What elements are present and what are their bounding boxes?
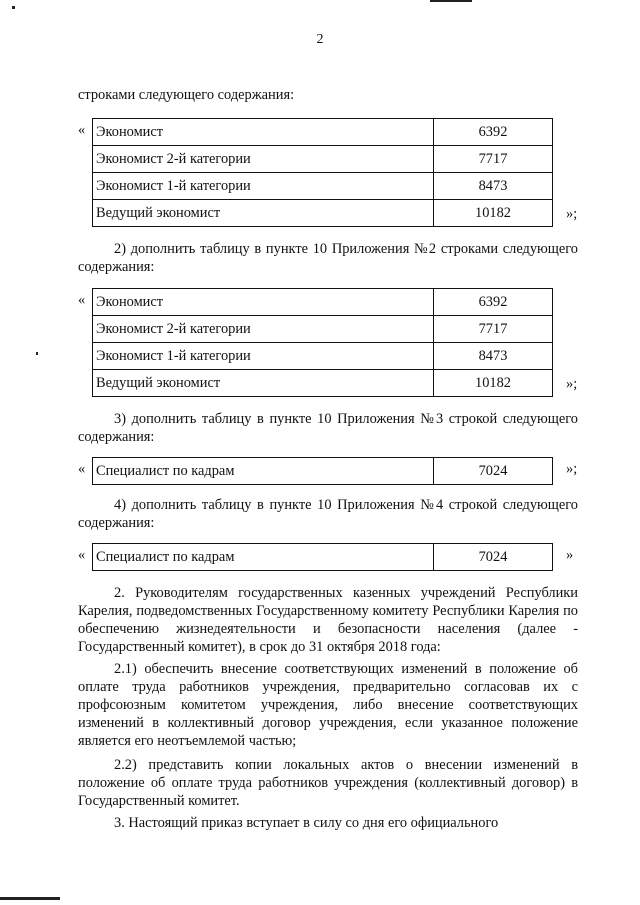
salary-table-2 — [78, 288, 588, 400]
salary-table-1 — [78, 118, 588, 230]
table-row — [93, 544, 553, 571]
scan-mark-dot — [12, 6, 15, 9]
position-name: Экономист 2-й категории — [93, 316, 434, 343]
position-name: Специалист по кадрам — [93, 458, 434, 485]
table-row — [93, 173, 553, 200]
page-number: 2 — [316, 32, 324, 47]
scan-mark-bottom — [0, 897, 60, 900]
table-row — [93, 146, 553, 173]
salary-value: 8473 — [434, 173, 553, 200]
position-name: Специалист по кадрам — [93, 544, 434, 571]
item-2-text: 2) дополнить таблицу в пункте 10 Приложения №2 строками следующего содержания: — [78, 241, 578, 275]
position-name: Ведущий экономист — [93, 370, 434, 397]
position-name: Ведущий экономист — [93, 200, 434, 227]
intro-text: строками следующего содержания: — [78, 87, 295, 103]
paragraph-2: 2. Руководителям государственных казенных учреждений Республики Карелия, подведомственных Государственному комитету Республики Карелия по обеспечению жизнедеятельности и безопасности населения (далее - Государственный комитет), в срок до 31 октября 2018 года: — [78, 585, 578, 655]
table-row — [93, 316, 553, 343]
salary-value: 7024 — [434, 544, 553, 571]
open-quote: « — [78, 547, 86, 563]
position-name: Экономист — [93, 119, 434, 146]
close-quote: » — [566, 547, 574, 563]
paragraph-2-1: 2.1) обеспечить внесение соответствующих изменений в положение об оплате труда работников учреждения, предварительно согласовав их с профсоюзным комитетом учреждения, либо внесение соответствующих изменений в коллективный договор учреждения, если указанное положение является его неотъемлемой частью; — [78, 661, 578, 749]
close-quote: »; — [566, 376, 578, 392]
table-row — [93, 289, 553, 316]
salary-value: 6392 — [434, 289, 553, 316]
salary-value: 8473 — [434, 343, 553, 370]
scan-mark-left — [36, 352, 38, 355]
table-row — [93, 370, 553, 397]
scan-mark-top — [430, 0, 472, 2]
salary-value: 7717 — [434, 316, 553, 343]
close-quote: »; — [566, 461, 578, 477]
paragraph-2-2: 2.2) представить копии локальных актов о внесении изменений в положение об оплате труда работников учреждения (коллективный договор) в Государственный комитет. — [78, 757, 578, 809]
table-row — [93, 458, 553, 485]
open-quote: « — [78, 292, 86, 308]
salary-table-3 — [78, 457, 588, 485]
table-row — [93, 119, 553, 146]
item-4-text: 4) дополнить таблицу в пункте 10 Приложения №4 строкой следующего содержания: — [78, 497, 578, 531]
salary-value: 10182 — [434, 200, 553, 227]
position-name: Экономист 2-й категории — [93, 146, 434, 173]
position-name: Экономист — [93, 289, 434, 316]
salary-value: 7024 — [434, 458, 553, 485]
paragraph-3: 3. Настоящий приказ вступает в силу со дня его официального — [114, 815, 499, 831]
salary-value: 6392 — [434, 119, 553, 146]
position-name: Экономист 1-й категории — [93, 343, 434, 370]
open-quote: « — [78, 122, 86, 138]
position-name: Экономист 1-й категории — [93, 173, 434, 200]
close-quote: »; — [566, 206, 578, 222]
item-3-text: 3) дополнить таблицу в пункте 10 Приложения №3 строкой следующего содержания: — [78, 411, 578, 445]
salary-table-4 — [78, 543, 588, 571]
salary-value: 7717 — [434, 146, 553, 173]
open-quote: « — [78, 461, 86, 477]
salary-value: 10182 — [434, 370, 553, 397]
table-row — [93, 200, 553, 227]
table-row — [93, 343, 553, 370]
